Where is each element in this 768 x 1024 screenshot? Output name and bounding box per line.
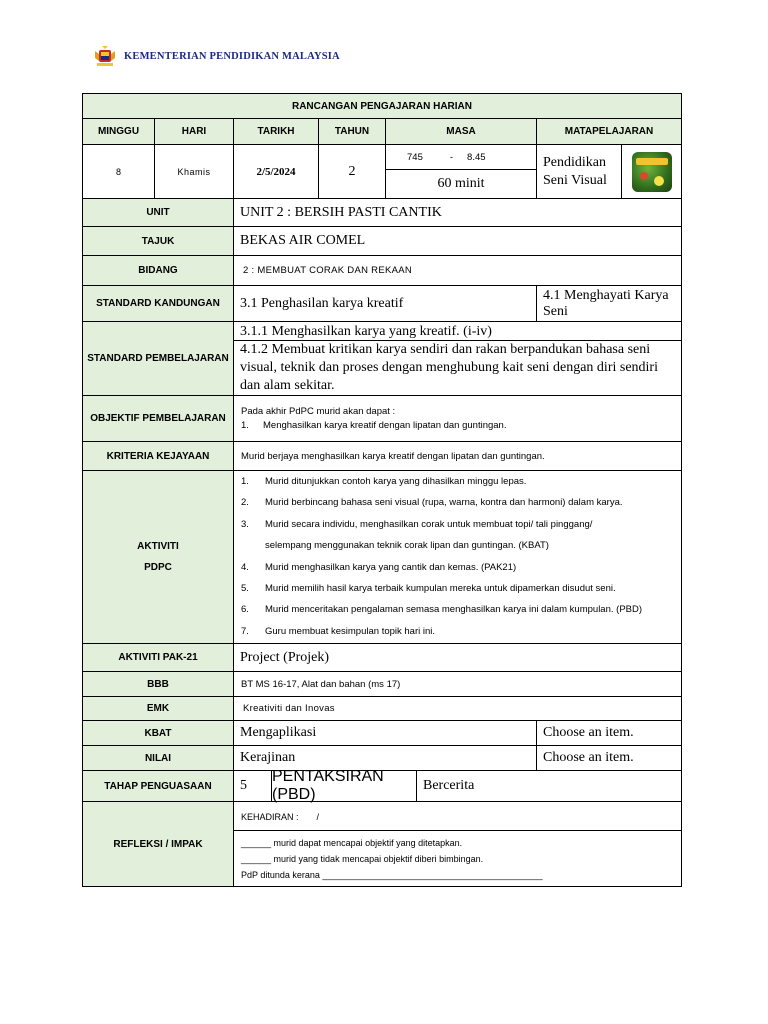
list-item: 1. Murid ditunjukkan contoh karya yang dihasilkan minggu lepas. [241, 476, 527, 487]
value-tahap[interactable]: 5 [234, 771, 272, 801]
value-unit[interactable]: UNIT 2 : BERSIH PASTI CANTIK [234, 199, 682, 227]
value-nilai[interactable]: Kerajinan [234, 746, 537, 771]
ministry-header [92, 44, 340, 68]
value-kriteria[interactable]: Murid berjaya menghasilkan karya kreatif dengan lipatan dan guntingan. [234, 442, 682, 471]
value-objektif[interactable] [234, 396, 682, 442]
value-standard-kandungan-1[interactable]: 3.1 Penghasilan karya kreatif [234, 286, 537, 322]
nilai-choose-item[interactable]: Choose an item. [537, 746, 682, 771]
value-minggu[interactable]: 8 [83, 145, 155, 199]
subject-line-2: Seni Visual [543, 172, 607, 188]
value-standard-pembelajaran [234, 322, 682, 396]
textbook-cover-icon [632, 152, 672, 192]
value-hari[interactable]: Khamis [155, 145, 234, 199]
label-refleksi: REFLEKSI / IMPAK [83, 802, 234, 887]
aktiviti-label-1: AKTIVITI [137, 541, 179, 552]
value-masa [386, 145, 537, 199]
list-item: 3. Murid secara individu, menghasilkan corak untuk membuat topi/ tali pinggang/ [241, 518, 593, 530]
coat-of-arms-icon [92, 45, 118, 67]
list-item: 2. Murid berbincang bahasa seni visual (rupa, warna, kontra dan harmoni) dalam karya. [241, 497, 623, 509]
list-item: 5. Murid memilih hasil karya terbaik kumpulan mereka untuk dipamerkan disudut seni. [241, 583, 616, 595]
masa-duration[interactable]: 60 minit [386, 169, 536, 198]
label-bidang: BIDANG [83, 256, 234, 286]
label-nilai: NILAI [83, 746, 234, 771]
kehadiran[interactable] [234, 803, 681, 831]
label-unit: UNIT [83, 199, 234, 227]
list-item: 4. Murid menghasilkan karya yang cantik dan kemas. (PAK21) [241, 561, 517, 573]
col-hari: HARI [155, 119, 234, 145]
value-pbd[interactable]: Bercerita [423, 778, 475, 793]
value-bbb[interactable]: BT MS 16-17, Alat dan bahan (ms 17) [234, 672, 682, 697]
subject-logo-cell [622, 145, 682, 199]
label-kbat: KBAT [83, 721, 234, 746]
label-objektif: OBJEKTIF PEMBELAJARAN [83, 396, 234, 442]
masa-start: 745 [407, 151, 423, 163]
label-standard-kandungan: STANDARD KANDUNGAN [83, 286, 234, 322]
value-standard-kandungan-2[interactable]: 4.1 Menghayati Karya Seni [537, 286, 682, 322]
subject-line-1: Pendidikan [543, 154, 606, 170]
col-masa: MASA [386, 119, 537, 145]
label-tahap: TAHAP PENGUASAAN [83, 771, 234, 802]
value-tajuk[interactable]: BEKAS AIR COMEL [234, 227, 682, 256]
masa-time-range[interactable] [386, 145, 536, 169]
list-item: selempang menggunakan teknik corak lipan dan guntingan. (KBAT) [265, 540, 549, 552]
kbat-choose-item[interactable]: Choose an item. [537, 721, 682, 746]
refleksi-line-1: ______ murid dapat mencapai objektif yang ditetapkan. [241, 838, 463, 848]
aktiviti-label-2: PDPC [144, 562, 172, 573]
masa-end: 8.45 [467, 151, 486, 163]
label-standard-pembelajaran: STANDARD PEMBELAJARAN [83, 322, 234, 396]
value-pak21[interactable]: Project (Projek) [234, 644, 682, 672]
tahap-row [234, 768, 682, 803]
label-pak21: AKTIVITI PAK-21 [83, 644, 234, 672]
kehadiran-label: KEHADIRAN : [241, 811, 299, 822]
value-refleksi [234, 802, 682, 887]
value-aktiviti[interactable] [234, 471, 682, 644]
label-emk: EMK [83, 697, 234, 721]
objektif-item-text: Menghasilkan karya kreatif dengan lipatan dan guntingan. [263, 419, 507, 431]
refleksi-notes[interactable] [234, 831, 681, 885]
objektif-item-no: 1. [241, 419, 249, 431]
label-tajuk: TAJUK [83, 227, 234, 256]
list-item: 7. Guru membuat kesimpulan topik hari ini. [241, 625, 436, 637]
sp-line-1[interactable]: 3.1.1 Menghasilkan karya yang kreatif. (i-iv) [234, 323, 681, 341]
col-matapelajaran: MATAPELAJARAN [537, 119, 682, 145]
value-emk[interactable]: Kreativiti dan Inovas [234, 697, 682, 721]
value-kbat[interactable]: Mengaplikasi [234, 721, 537, 746]
value-tarikh[interactable]: 2/5/2024 [234, 145, 319, 199]
kehadiran-sep: / [316, 811, 320, 822]
label-kriteria: KRITERIA KEJAYAAN [83, 442, 234, 471]
objektif-intro: Pada akhir PdPC murid akan dapat : [241, 405, 396, 417]
col-tarikh: TARIKH [234, 119, 319, 145]
masa-dash: - [449, 151, 454, 163]
label-aktiviti [83, 471, 234, 644]
sp-line-2[interactable]: 4.1.2 Membuat kritikan karya sendiri dan rakan berpandukan bahasa seni visual, teknik dan proses dengan menghubung kait seni dengan diri sendiri dan alam sekitar. [240, 341, 658, 393]
table-title: RANCANGAN PENGAJARAN HARIAN [83, 94, 682, 119]
refleksi-line-3: PdP ditunda kerana ____________________________________________ [241, 870, 543, 880]
label-bbb: BBB [83, 672, 234, 697]
value-bidang[interactable]: 2 : MEMBUAT CORAK DAN REKAAN [234, 256, 682, 286]
aktiviti-list [234, 471, 681, 642]
value-tahun[interactable]: 2 [319, 145, 386, 199]
col-minggu: MINGGU [83, 119, 155, 145]
value-matapelajaran[interactable] [537, 145, 622, 199]
ministry-name: KEMENTERIAN PENDIDIKAN MALAYSIA [124, 50, 340, 62]
col-tahun: TAHUN [319, 119, 386, 145]
refleksi-line-2: ______ murid yang tidak mencapai objektif diberi bimbingan. [241, 854, 484, 864]
objektif-item [241, 419, 681, 433]
list-item: 6. Murid menceritakan pengalaman semasa menghasilkan karya ini dalam kumpulan. (PBD) [241, 604, 643, 616]
label-pbd: PENTAKSIRAN (PBD) [272, 771, 417, 801]
lesson-plan-table [82, 93, 682, 887]
